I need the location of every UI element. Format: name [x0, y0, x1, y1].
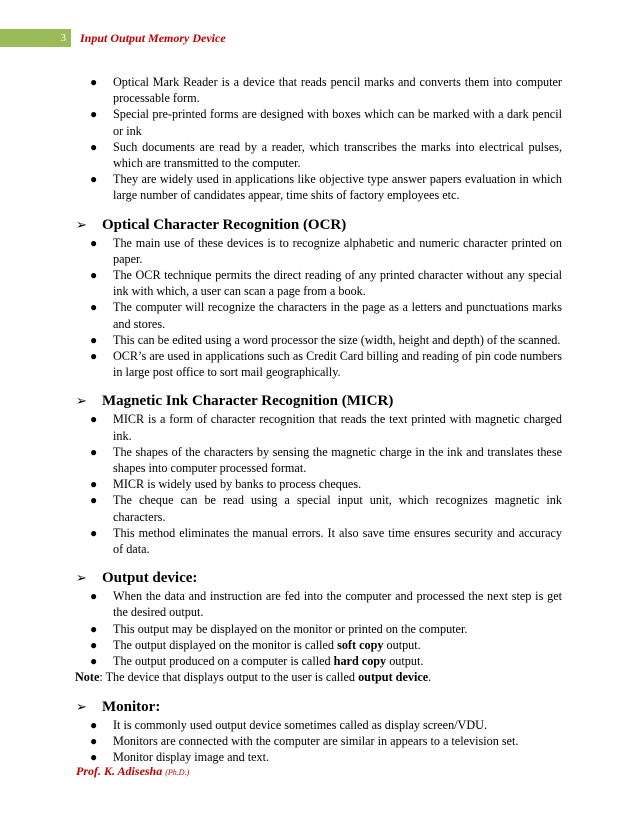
hard-copy-term: hard copy — [333, 654, 387, 669]
bullet-icon: ● — [90, 235, 98, 250]
intro-list — [76, 74, 562, 204]
list-item: ● Optical Mark Reader is a device that reads pencil marks and converts them into computer processable form. — [90, 75, 562, 106]
list-item: ● MICR is a form of character recognition that reads the text printed with magnetic charged ink. — [90, 412, 562, 443]
note-paragraph: Note: The device that displays output to the user is called output device. — [75, 670, 432, 685]
list-item: ● The output displayed on the monitor is called soft copy output. — [90, 637, 421, 652]
bullet-icon: ● — [90, 75, 98, 89]
bullet-icon: ● — [90, 349, 98, 364]
bullet-icon: ● — [90, 493, 98, 508]
section-monitor — [76, 697, 562, 766]
note-label: Note — [75, 670, 100, 685]
list-item: ● The output produced on a computer is called hard copy output. — [90, 654, 424, 669]
bullet-icon: ● — [90, 300, 98, 315]
list-item: ● Such documents are read by a reader, which transcribes the marks into electrical pulses, which are transmitted to the computer. — [90, 139, 562, 171]
list-item: ● The OCR technique permits the direct reading of any printed character without any special ink with which, a user can scan a page from a book. — [90, 268, 562, 299]
page-header — [0, 29, 638, 47]
list-item: ● This output may be displayed on the monitor or printed on the computer. — [90, 621, 468, 636]
bullet-icon: ● — [90, 749, 98, 764]
list-item: ● Special pre-printed forms are designed with boxes which can be marked with a dark pencil or ink — [90, 107, 562, 138]
section-heading: ➢ Output device: — [76, 570, 198, 587]
list-item: ● It is commonly used output device sometimes called as display screen/VDU. — [90, 717, 488, 732]
arrow-bullet-icon: ➢ — [76, 393, 87, 409]
page-number: 3 — [0, 29, 71, 47]
author-name: Prof. K. Adisesha — [76, 764, 163, 778]
bullet-icon: ● — [90, 412, 98, 427]
list-item: ● OCR’s are used in applications such as Credit Card billing and reading of pin code numbers in large post office to sort mail geographically. — [90, 349, 562, 380]
page-footer — [76, 764, 189, 779]
bullet-icon: ● — [90, 268, 98, 283]
bullet-icon: ● — [90, 332, 98, 347]
bullet-icon: ● — [90, 654, 98, 669]
list-item: ● The main use of these devices is to recognize alphabetic and numeric character printed on paper. — [90, 235, 562, 266]
arrow-bullet-icon: ➢ — [76, 570, 87, 586]
arrow-bullet-icon: ➢ — [76, 698, 87, 714]
list-item: ● The computer will recognize the characters in the page as a letters and punctuations marks and stores. — [90, 300, 562, 331]
section-ocr — [76, 215, 562, 381]
arrow-bullet-icon: ➢ — [76, 216, 87, 232]
section-heading: ➢ Optical Character Recognition (OCR) — [76, 216, 347, 233]
bullet-icon: ● — [90, 637, 98, 652]
list-item: ● This method eliminates the manual errors. It also save time ensures security and accuracy of data. — [90, 525, 562, 557]
section-output-device — [76, 568, 562, 685]
bullet-icon: ● — [90, 477, 98, 492]
section-heading: ➢ Magnetic Ink Character Recognition (MICR) — [76, 393, 394, 410]
section-heading: ➢ Monitor: — [76, 698, 161, 715]
list-item: ● They are widely used in applications like objective type answer papers evaluation in which large number of candidates appear, time shits of factory employees etc. — [90, 172, 562, 203]
section-micr — [76, 391, 562, 557]
bullet-icon: ● — [90, 172, 98, 187]
bullet-icon: ● — [90, 107, 98, 122]
bullet-icon: ● — [90, 589, 98, 604]
list-item: ● When the data and instruction are fed into the computer and processed the next step is get the desired output. — [90, 589, 562, 620]
page-content — [76, 74, 562, 765]
list-item: ● The cheque can be read using a special input unit, which recognizes magnetic ink characters. — [90, 493, 562, 524]
bullet-icon: ● — [90, 139, 98, 154]
list-item: ● This can be edited using a word processor the size (width, height and depth) of the scanned. — [90, 332, 561, 347]
bullet-icon: ● — [90, 621, 98, 636]
bullet-icon: ● — [90, 717, 98, 732]
list-item: ● Monitor display image and text. — [90, 749, 270, 764]
bullet-icon: ● — [90, 525, 98, 540]
list-item: ● Monitors are connected with the computer are similar in appears to a television set. — [90, 733, 519, 748]
author-degree: (Ph.D.) — [165, 768, 190, 777]
bullet-icon: ● — [90, 733, 98, 748]
list-item: ● The shapes of the characters by sensing the magnetic charge in the ink and translates these shapes into computer processed format. — [90, 444, 562, 476]
soft-copy-term: soft copy — [337, 637, 384, 652]
document-title: Input Output Memory Device — [80, 31, 226, 45]
list-item: ● MICR is widely used by banks to process cheques. — [90, 477, 362, 492]
output-device-term: output device — [358, 670, 429, 685]
bullet-icon: ● — [90, 444, 98, 459]
